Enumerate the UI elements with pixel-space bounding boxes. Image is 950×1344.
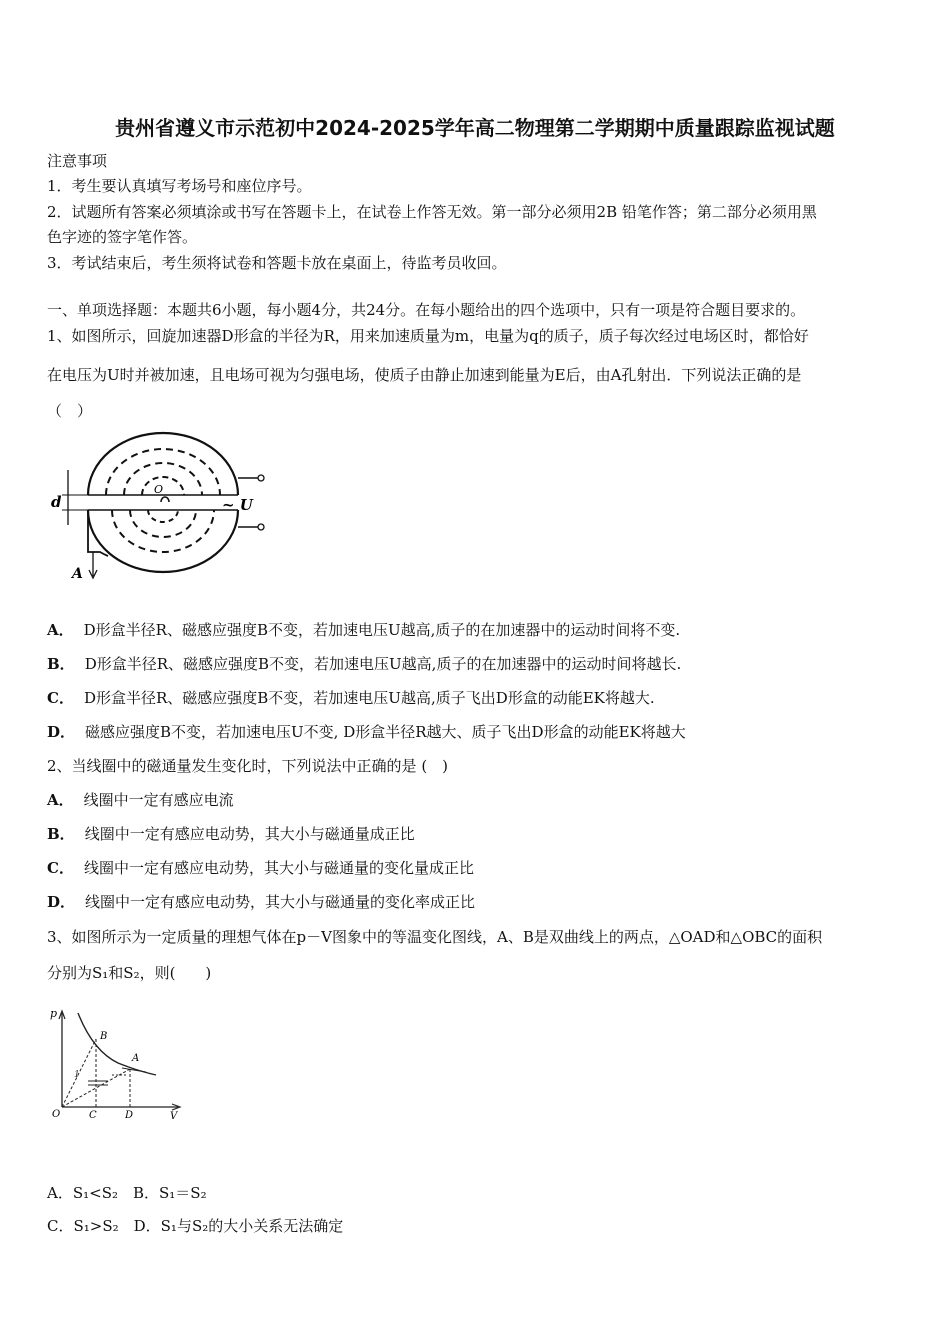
q1-stem-line2: 在电压为U时并被加速，且电场可视为匀强电场，使质子由静止加速到能量为E后，由A孔射出．下列说法正确的是: [47, 366, 802, 384]
cyclotron-figure: [48, 430, 268, 582]
cyclotron-a-label: A: [72, 566, 83, 582]
option-label: C．: [47, 859, 74, 877]
q1-option-d[interactable]: [47, 722, 686, 742]
pv-p-label: p: [50, 1007, 58, 1020]
option-text: 线圈中一定有感应电流: [83, 791, 234, 809]
pv-d-label: D: [125, 1110, 134, 1121]
q1-option-b[interactable]: [47, 654, 681, 674]
q3-options-row1[interactable]: A．S₁<S₂ B．S₁＝S₂: [47, 1184, 207, 1202]
notice-item-2-cont: 色字迹的签字笔作答。: [47, 228, 198, 246]
pv-b-label: B: [100, 1031, 108, 1042]
option-label: B．: [47, 825, 75, 843]
q2-option-d[interactable]: [47, 892, 475, 912]
option-label: C．: [47, 689, 74, 707]
q1-option-a[interactable]: [47, 620, 680, 640]
option-label: B．: [47, 655, 75, 673]
cyclotron-u-label: ~ U: [222, 496, 253, 514]
q2-stem: 2、当线圈中的磁通量发生变化时，下列说法中正确的是 ( ): [47, 757, 449, 775]
q1-stem-line3: （ ）: [47, 402, 93, 420]
option-label: D．: [47, 723, 76, 741]
cyclotron-d-label: d: [51, 493, 62, 511]
q2-option-b[interactable]: [47, 824, 415, 844]
pv-c-label: C: [89, 1110, 97, 1121]
option-label: A．: [47, 791, 74, 809]
option-text: 磁感应强度B不变，若加速电压U不变, D形盒半径R越大、质子飞出D形盒的动能EK将越大: [85, 723, 686, 741]
pv-s1-hint: 1: [74, 1070, 80, 1080]
page-title: 贵州省遵义市示范初中2024-2025学年高二物理第二学期期中质量跟踪监视试题: [115, 116, 835, 140]
notice-heading: 注意事项: [47, 152, 108, 170]
q2-option-a[interactable]: [47, 790, 234, 810]
section-heading: 一、单项选择题：本题共6小题，每小题4分，共24分。在每小题给出的四个选项中，只有一项是符合题目要求的。: [47, 301, 806, 319]
q3-stem-line2: 分别为S₁和S₂，则( ): [47, 964, 212, 982]
pv-figure: [48, 1005, 188, 1123]
notice-item-3: 3．考试结束后，考生须将试卷和答题卡放在桌面上，待监考员收回。: [47, 254, 507, 272]
q3-options-row2[interactable]: C．S₁>S₂ D．S₁与S₂的大小关系无法确定: [47, 1217, 344, 1235]
cyclotron-o-label: O: [154, 483, 164, 496]
option-text: D形盒半径R、磁感应强度B不变，若加速电压U越高,质子的在加速器中的运动时间将越长.: [84, 655, 682, 673]
option-text: 线圈中一定有感应电动势，其大小与磁通量成正比: [84, 825, 415, 843]
pv-v-label: V: [170, 1111, 178, 1122]
option-text: 线圈中一定有感应电动势，其大小与磁通量的变化量成正比: [83, 859, 474, 877]
option-label: A．: [47, 621, 74, 639]
notice-item-2: 2．试题所有答案必须填涂或书写在答题卡上，在试卷上作答无效。第一部分必须用2B 铅笔作答；第二部分必须用黑: [47, 203, 817, 221]
option-text: D形盒半径R、磁感应强度B不变，若加速电压U越高,质子飞出D形盒的动能EK将越大.: [83, 689, 655, 707]
q1-stem-line1: 1、如图所示，回旋加速器D形盒的半径为R，用来加速质量为m，电量为q的质子，质子每次经过电场区时，都恰好: [47, 327, 809, 345]
q3-stem-line1: 3、如图所示为一定质量的理想气体在p－V图象中的等温变化图线，A、B是双曲线上的两点，△OAD和△OBC的面积: [47, 928, 823, 946]
option-label: D．: [47, 893, 76, 911]
pv-o-label: O: [52, 1109, 61, 1120]
q2-option-c[interactable]: [47, 858, 474, 878]
notice-item-1: 1．考生要认真填写考场号和座位序号。: [47, 177, 312, 195]
pv-a-label: A: [132, 1053, 140, 1064]
option-text: 线圈中一定有感应电动势，其大小与磁通量的变化率成正比: [85, 893, 476, 911]
q1-option-c[interactable]: [47, 688, 655, 708]
option-text: D形盒半径R、磁感应强度B不变，若加速电压U越高,质子的在加速器中的运动时间将不变.: [83, 621, 681, 639]
